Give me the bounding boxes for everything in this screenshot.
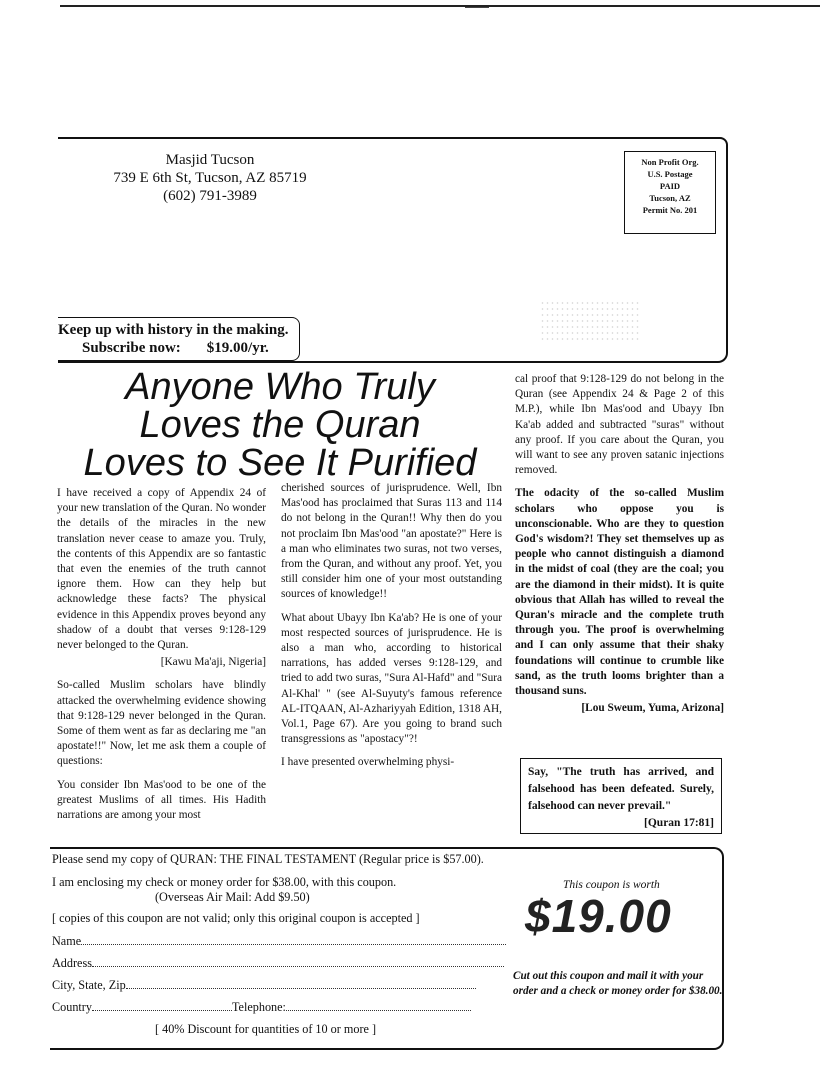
coupon-validity-note: [ copies of this coupon are not valid; only this original coupon is accepted ]: [52, 911, 420, 925]
top-mark: [465, 7, 489, 8]
headline-line: Anyone Who Truly: [125, 366, 435, 408]
subscribe-tagline: Keep up with history in the making.: [58, 322, 289, 338]
letter-paragraph: I have received a copy of Appendix 24 of your new translation of the Quran. No wonder the details of the miracles in the new translation never cease to amaze you. Truly, the contents of this Appendix are so fantastic that even the enemies of the truth cannot ignore them. How can they help but acknowledge these facts? The physical evidence in this Appendix proves beyond any shadow of a doubt that verses 9:128-129 never belonged to the Quran.: [57, 487, 266, 652]
headline-line: Loves to See It Purified: [83, 442, 477, 484]
subscribe-price: $19.00/yr.: [206, 340, 269, 356]
top-rule: [60, 5, 820, 7]
address-line[interactable]: [92, 956, 504, 967]
quran-quote-box: [520, 758, 722, 834]
article-headline: [52, 368, 508, 482]
letter-paragraph: cal proof that 9:128-129 do not belong in the Quran (see Appendix 24 & Page 2 of this M.P.), while Ibn Mas'ood and Ubayy Ibn Ka'ab added and subtracted "suras" without any proof. If you care about the Quran, you will want to see any proven satanic injections removed.: [515, 373, 724, 477]
letter-paragraph: So-called Muslim scholars have blindly attacked the overwhelming evidence showing that 9:128-129 never belonged in the Quran. Some of them went as far as declaring me "an apostate!!" Now, let me ask them a couple of questions:: [57, 679, 266, 768]
subscribe-box: [58, 317, 300, 361]
quote-text: Say, "The truth has arrived, and falsehood has been defeated. Surely, falsehood can never prevail.": [528, 766, 714, 812]
postage-line: Permit No. 201: [642, 205, 698, 215]
city-line[interactable]: [126, 978, 476, 989]
headline-line: Loves the Quran: [139, 404, 421, 446]
telephone-label: Telephone:: [231, 1000, 286, 1014]
name-line[interactable]: [81, 934, 506, 945]
name-label: Name: [52, 934, 82, 948]
coupon-overseas-line: (Overseas Air Mail: Add $9.50): [155, 890, 310, 904]
coupon-worth-value: $19.00: [525, 890, 672, 942]
postage-line: Non Profit Org.: [641, 157, 699, 167]
postage-line: U.S. Postage: [647, 169, 693, 179]
article-column-1: [57, 486, 266, 831]
sender-address: [100, 151, 320, 205]
country-phone-field[interactable]: [52, 999, 471, 1015]
sender-phone: (602) 791-3989: [163, 188, 257, 204]
letter-paragraph: You consider Ibn Mas'ood to be one of the greatest Muslims of all times. His Hadith narrations are among your most: [57, 778, 266, 822]
letter-paragraph: What about Ubayy Ibn Ka'ab? He is one of your most respected sources of jurisprudence. He is also a man who, according to historical narrations, has added verses 9:128-129, and tried to add two suras, "Sura Al-Hafd" and "Sura Al-Khal' " (see Al-Suyuty's famous reference AL-ITQAAN, Al-Azhariyyah Edition, 1318 AH, Vol.1, Page 67). Are you going to brand such transgressions as "apostacy"?!: [281, 611, 502, 746]
article-column-3: [515, 372, 724, 716]
sender-street: 739 E 6th St, Tucson, AZ 85719: [113, 170, 307, 186]
discount-note: [ 40% Discount for quantities of 10 or more ]: [155, 1022, 377, 1036]
postage-line: Tucson, AZ: [649, 193, 691, 203]
print-speckle: [540, 300, 640, 340]
sender-name: Masjid Tucson: [165, 152, 255, 168]
address-label: Address: [52, 956, 92, 970]
postage-indicia: [624, 151, 716, 234]
letter-source: [Kawu Ma'aji, Nigeria]: [160, 656, 266, 669]
name-field[interactable]: [52, 933, 506, 949]
coupon-payment-line: I am enclosing my check or money order for $38.00, with this coupon.: [52, 875, 397, 889]
address-field[interactable]: [52, 955, 504, 971]
coupon-instructions: Cut out this coupon and mail it with your order and a check or money order for $38.00.: [513, 970, 723, 997]
letter-paragraph: I have presented overwhelming physi-: [281, 756, 455, 769]
postage-line: PAID: [659, 181, 681, 191]
subscribe-label: Subscribe now:: [82, 340, 181, 356]
quote-reference: [Quran 17:81]: [644, 817, 714, 829]
country-line[interactable]: [92, 1000, 232, 1011]
telephone-line[interactable]: [286, 1000, 471, 1011]
city-field[interactable]: [52, 977, 476, 993]
coupon-worth-label: This coupon is worth: [563, 879, 660, 891]
letter-paragraph: cherished sources of jurisprudence. Well, Ibn Mas'ood has proclaimed that Suras 113 and 114 do not belong in the Quran!! Why then do you not proclaim Ibn Mas'ood "an apostate?" Here is a man who eliminates two suras, not two verses, from the Quran, and without any proof. Yet, you still consider him one of your most outstanding sources of knowledge!!: [281, 482, 502, 601]
letter-paragraph-bold: The odacity of the so-called Muslim scholars who oppose you is unconscionable. Who are they to question God's wisdom?! They set themselves up as people who cannot distinguish a diamond in the midst of coal (they are the coal; you are the diamond in their midst). It is quite obvious that Allah has willed to reveal the Quran's miracle and the complete truth through you. The proof is overwhelming and I can only assume that their shaky foundations will continue to crumble like sand, as the truth looms brighter than a thousand suns.: [515, 487, 724, 698]
country-label: Country: [52, 1000, 92, 1014]
coupon-order-line: Please send my copy of QURAN: THE FINAL TESTAMENT (Regular price is $57.00).: [52, 852, 484, 866]
letter-source: [Lou Sweum, Yuma, Arizona]: [581, 702, 724, 715]
article-column-2: [281, 481, 502, 779]
city-label: City, State, Zip: [52, 978, 126, 992]
